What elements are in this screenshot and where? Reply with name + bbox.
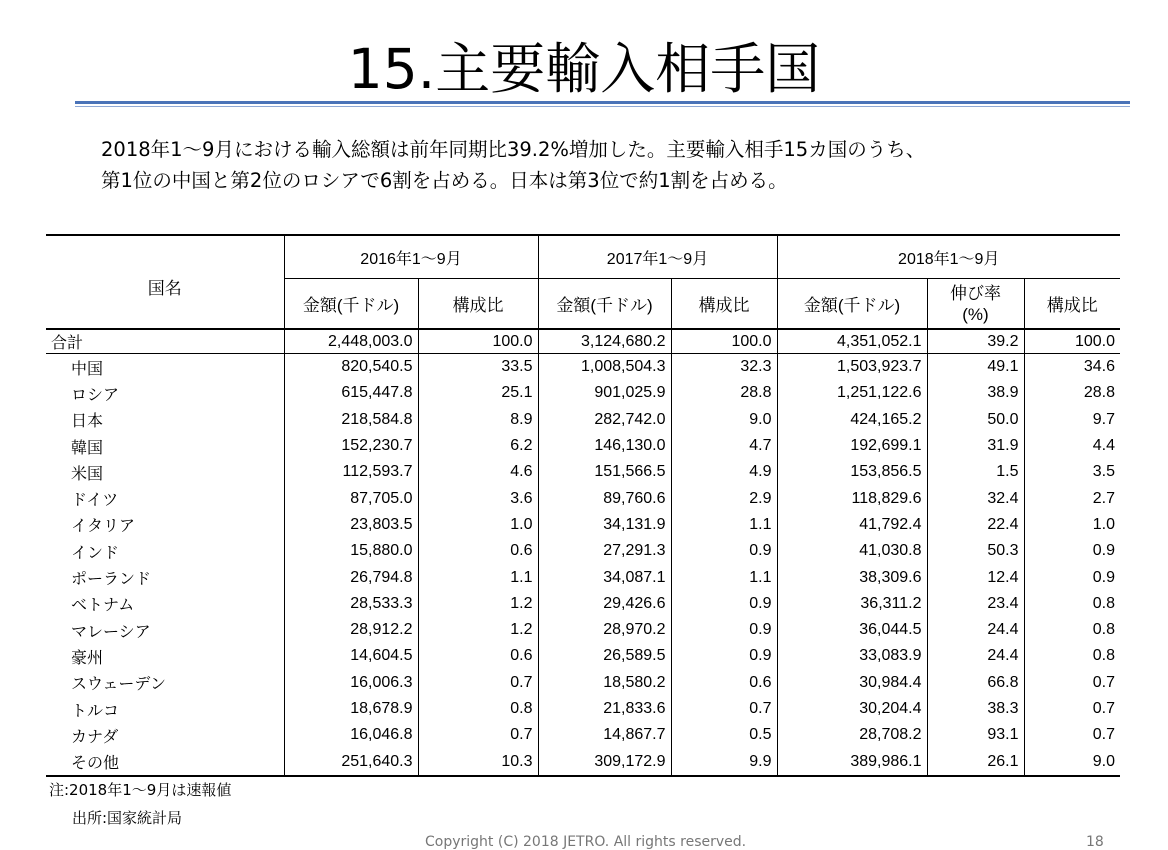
amount-2018: 36,044.5 [777, 617, 927, 643]
amount-2016: 112,593.7 [284, 459, 418, 485]
period-2017-header: 2017年1〜9月 [538, 235, 777, 279]
amount-2016: 87,705.0 [284, 485, 418, 511]
amount-2016: 615,447.8 [284, 380, 418, 406]
share-2016: 0.8 [418, 696, 538, 722]
amount-2016: 251,640.3 [284, 748, 418, 775]
country-name: 韓国 [71, 439, 104, 457]
table-row [46, 407, 1120, 433]
amount-2016: 26,794.8 [284, 564, 418, 590]
amount-2017: 28,970.2 [538, 617, 671, 643]
share-2018: 0.7 [1024, 696, 1120, 722]
share-2017: 0.6 [671, 670, 777, 696]
table-row [46, 512, 1120, 538]
page-number: 18 [1086, 834, 1104, 850]
country-name: ポーランド [71, 571, 152, 589]
country-name: インド [71, 544, 120, 562]
growth-2018: 38.9 [927, 380, 1024, 406]
share-2017: 9.9 [671, 748, 777, 775]
amount-2016: 28,912.2 [284, 617, 418, 643]
share-2016: 0.7 [418, 670, 538, 696]
growth-2018: 1.5 [927, 459, 1024, 485]
amount-2017: 26,589.5 [538, 643, 671, 669]
amount-2018: 41,792.4 [777, 512, 927, 538]
share-2018-header: 構成比 [1024, 279, 1120, 330]
amount-2018: 30,984.4 [777, 670, 927, 696]
growth-2018: 31.9 [927, 433, 1024, 459]
intro-text [101, 134, 1141, 196]
share-2016: 10.3 [418, 748, 538, 775]
note-text: 注:2018年1〜9月は速報値 [49, 781, 232, 799]
amount-2018: 1,503,923.7 [777, 354, 927, 381]
amount-2018: 118,829.6 [777, 485, 927, 511]
table-row [46, 617, 1120, 643]
amount-2016: 152,230.7 [284, 433, 418, 459]
share-2018: 0.7 [1024, 722, 1120, 748]
period-2016-header: 2016年1〜9月 [284, 235, 538, 279]
country-name: 日本 [71, 413, 104, 431]
amount-2016: 218,584.8 [284, 407, 418, 433]
share-2016: 1.2 [418, 591, 538, 617]
amount-2017: 18,580.2 [538, 670, 671, 696]
share-2017: 0.9 [671, 617, 777, 643]
growth-2018: 22.4 [927, 512, 1024, 538]
share-2017: 0.5 [671, 722, 777, 748]
share-2018: 0.8 [1024, 643, 1120, 669]
amount-2017: 1,008,504.3 [538, 354, 671, 381]
amount-2018: 33,083.9 [777, 643, 927, 669]
amount-2017: 282,742.0 [538, 407, 671, 433]
share-2016: 25.1 [418, 380, 538, 406]
amount-2018: 36,311.2 [777, 591, 927, 617]
total-share-2018: 100.0 [1024, 329, 1120, 354]
share-2018: 4.4 [1024, 433, 1120, 459]
growth-2018: 12.4 [927, 564, 1024, 590]
header-row-periods [46, 235, 1120, 279]
country-header: 国名 [46, 235, 284, 329]
country-name: ドイツ [71, 492, 119, 510]
share-2017: 0.9 [671, 643, 777, 669]
growth-2018-header [927, 279, 1024, 330]
source-text: 出所:国家統計局 [72, 809, 183, 827]
share-2018: 28.8 [1024, 380, 1120, 406]
country-name: スウェーデン [71, 676, 167, 694]
amount-2017-header: 金額(千ドル) [538, 279, 671, 330]
share-2016: 1.1 [418, 564, 538, 590]
growth-2018: 50.0 [927, 407, 1024, 433]
total-growth-2018: 39.2 [927, 329, 1024, 354]
amount-2018: 1,251,122.6 [777, 380, 927, 406]
share-2017: 2.9 [671, 485, 777, 511]
amount-2018: 38,309.6 [777, 564, 927, 590]
amount-2018: 192,699.1 [777, 433, 927, 459]
growth-header-line-2: (%) [962, 304, 989, 324]
share-2016: 1.0 [418, 512, 538, 538]
share-2016-header: 構成比 [418, 279, 538, 330]
share-2018: 9.7 [1024, 407, 1120, 433]
amount-2016: 28,533.3 [284, 591, 418, 617]
amount-2016-header: 金額(千ドル) [284, 279, 418, 330]
amount-2017: 14,867.7 [538, 722, 671, 748]
table-row [46, 485, 1120, 511]
import-partners-table [46, 234, 1120, 777]
share-2016: 6.2 [418, 433, 538, 459]
amount-2017: 29,426.6 [538, 591, 671, 617]
share-2017: 4.9 [671, 459, 777, 485]
share-2017: 4.7 [671, 433, 777, 459]
country-name: ロシア [71, 386, 120, 404]
share-2017: 28.8 [671, 380, 777, 406]
share-2018: 1.0 [1024, 512, 1120, 538]
amount-2017: 309,172.9 [538, 748, 671, 775]
intro-line-2: 第1位の中国と第2位のロシアで6割を占める。日本は第3位で約1割を占める。 [101, 169, 788, 192]
country-name: ベトナム [71, 597, 135, 615]
copyright-text: Copyright (C) 2018 JETRO. All rights reserved. [425, 834, 747, 850]
country-name: 米国 [71, 465, 104, 483]
country-name: マレーシア [71, 623, 151, 641]
share-2017: 0.9 [671, 538, 777, 564]
amount-2017: 146,130.0 [538, 433, 671, 459]
share-2018: 3.5 [1024, 459, 1120, 485]
country-name: 中国 [71, 360, 104, 378]
growth-2018: 50.3 [927, 538, 1024, 564]
growth-2018: 38.3 [927, 696, 1024, 722]
table-row [46, 380, 1120, 406]
share-2018: 2.7 [1024, 485, 1120, 511]
growth-2018: 24.4 [927, 643, 1024, 669]
table-row [46, 748, 1120, 775]
growth-2018: 66.8 [927, 670, 1024, 696]
growth-2018: 93.1 [927, 722, 1024, 748]
share-2016: 0.6 [418, 538, 538, 564]
table-row [46, 696, 1120, 722]
country-name: カナダ [71, 728, 119, 746]
amount-2017: 89,760.6 [538, 485, 671, 511]
share-2016: 1.2 [418, 617, 538, 643]
share-2016: 33.5 [418, 354, 538, 381]
share-2016: 0.6 [418, 643, 538, 669]
amount-2018: 153,856.5 [777, 459, 927, 485]
share-2018: 34.6 [1024, 354, 1120, 381]
amount-2017: 21,833.6 [538, 696, 671, 722]
amount-2017: 151,566.5 [538, 459, 671, 485]
share-2018: 0.8 [1024, 617, 1120, 643]
total-amount-2017: 3,124,680.2 [538, 329, 671, 354]
amount-2018: 30,204.4 [777, 696, 927, 722]
share-2016: 8.9 [418, 407, 538, 433]
share-2016: 3.6 [418, 485, 538, 511]
page-title: 15.主要輸入相手国 [347, 37, 821, 101]
amount-2016: 15,880.0 [284, 538, 418, 564]
table-row [46, 564, 1120, 590]
growth-2018: 24.4 [927, 617, 1024, 643]
title-underline [75, 101, 1130, 104]
share-2017: 9.0 [671, 407, 777, 433]
total-amount-2016: 2,448,003.0 [284, 329, 418, 354]
country-name: 豪州 [71, 649, 104, 667]
country-name: イタリア [71, 518, 136, 536]
amount-2017: 34,087.1 [538, 564, 671, 590]
table-row [46, 643, 1120, 669]
amount-2016: 23,803.5 [284, 512, 418, 538]
growth-2018: 26.1 [927, 748, 1024, 775]
amount-2018: 389,986.1 [777, 748, 927, 775]
amount-2016: 14,604.5 [284, 643, 418, 669]
table-row [46, 459, 1120, 485]
table-row [46, 591, 1120, 617]
total-row [46, 329, 1120, 354]
growth-2018: 49.1 [927, 354, 1024, 381]
share-2017-header: 構成比 [671, 279, 777, 330]
share-2016: 0.7 [418, 722, 538, 748]
table-row [46, 722, 1120, 748]
amount-2018-header: 金額(千ドル) [777, 279, 927, 330]
country-name: トルコ [71, 702, 120, 720]
amount-2018: 28,708.2 [777, 722, 927, 748]
amount-2016: 16,046.8 [284, 722, 418, 748]
amount-2017: 901,025.9 [538, 380, 671, 406]
share-2016: 4.6 [418, 459, 538, 485]
table-row [46, 670, 1120, 696]
growth-header-line-1: 伸び率 [950, 283, 1001, 303]
total-share-2016: 100.0 [418, 329, 538, 354]
share-2018: 0.9 [1024, 564, 1120, 590]
share-2017: 32.3 [671, 354, 777, 381]
share-2018: 9.0 [1024, 748, 1120, 775]
amount-2016: 16,006.3 [284, 670, 418, 696]
share-2017: 0.7 [671, 696, 777, 722]
table-row [46, 354, 1120, 381]
amount-2018: 41,030.8 [777, 538, 927, 564]
growth-2018: 23.4 [927, 591, 1024, 617]
share-2018: 0.9 [1024, 538, 1120, 564]
period-2018-header: 2018年1〜9月 [777, 235, 1120, 279]
amount-2016: 820,540.5 [284, 354, 418, 381]
share-2017: 0.9 [671, 591, 777, 617]
amount-2018: 424,165.2 [777, 407, 927, 433]
share-2018: 0.7 [1024, 670, 1120, 696]
amount-2017: 34,131.9 [538, 512, 671, 538]
total-amount-2018: 4,351,052.1 [777, 329, 927, 354]
table-row [46, 538, 1120, 564]
country-name: その他 [46, 748, 284, 775]
amount-2016: 18,678.9 [284, 696, 418, 722]
title-underline-thin [75, 106, 1130, 107]
intro-line-1: 2018年1〜9月における輸入総額は前年同期比39.2%増加した。主要輸入相手15カ国のうち、 [101, 138, 926, 161]
share-2018: 0.8 [1024, 591, 1120, 617]
amount-2017: 27,291.3 [538, 538, 671, 564]
total-name: 合計 [46, 329, 284, 354]
share-2017: 1.1 [671, 564, 777, 590]
share-2017: 1.1 [671, 512, 777, 538]
growth-2018: 32.4 [927, 485, 1024, 511]
total-share-2017: 100.0 [671, 329, 777, 354]
table-row [46, 433, 1120, 459]
